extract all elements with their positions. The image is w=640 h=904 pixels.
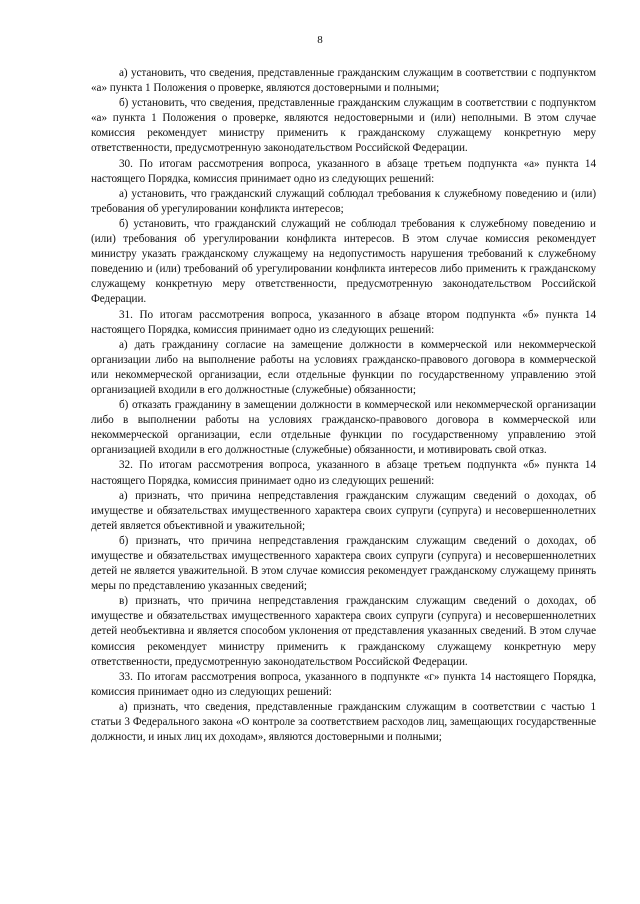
paragraph-29b: б) установить, что сведения, представленные гражданским служащим в соответствии с подпунктом «а» пункта 1 Положения о проверке, являются недостоверными и (или) неполными. В этом случае комиссия рекомендует министру применить к гражданскому служащему конкретную меру ответственности, предусмотренную законодательством Российской Федерации. xyxy=(91,97,596,155)
paragraph-32a: а) признать, что причина непредставления гражданским служащим сведений о доходах, об имуществе и обязательствах имущественного характера своих супруги (супруга) и несовершеннолетних детей является объективной и уважительной; xyxy=(91,489,596,532)
paragraph-30a: а) установить, что гражданский служащий соблюдал требования к служебному поведению и (или) требования об урегулировании конфликта интересов; xyxy=(91,187,596,215)
page-number: 8 xyxy=(317,34,323,46)
paragraph-30b: б) установить, что гражданский служащий не соблюдал требования к служебному поведению и (или) требования об урегулировании конфликта интересов. В этом случае комиссия рекомендует министру указать гражданскому служащему на недопустимость нарушения требований к служебному поведению и (или) требований об урегулировании конфликта интересов либо применить к гражданскому служащему конкретную меру ответственности, предусмотренную законодательством Российской Федерации. xyxy=(91,217,596,306)
paragraph-32c: в) признать, что причина непредставления гражданским служащим сведений о доходах, об имуществе и обязательствах имущественного характера своих супруги (супруга) и несовершеннолетних детей необъективна и является способом уклонения от представления указанных сведений. В этом случае комиссия рекомендует министру применить к гражданскому служащему конкретную меру ответственности, предусмотренную законодательством Российской Федерации. xyxy=(91,595,596,668)
paragraph-31b: б) отказать гражданину в замещении должности в коммерческой или некоммерческой организации либо в выполнении работы на условиях гражданско-правового договора в коммерческой или некоммерческой организации, если отдельные функции по государственному управлению этой организацией входили в его должностные (служебные) обязанности, и мотивировать свой отказ. xyxy=(91,399,596,457)
paragraph-29a: а) установить, что сведения, представленные гражданским служащим в соответствии с подпунктом «а» пункта 1 Положения о проверке, являются достоверными и полными; xyxy=(91,67,596,95)
paragraph-30: 30. По итогам рассмотрения вопроса, указанного в абзаце третьем подпункта «а» пункта 14 настоящего Порядка, комиссия принимает одно из следующих решений: xyxy=(91,157,596,185)
paragraph-33: 33. По итогам рассмотрения вопроса, указанного в подпункте «г» пункта 14 настоящего Порядка, комиссия принимает одно из следующих решений: xyxy=(91,670,596,698)
document-body xyxy=(91,66,596,745)
paragraph-31: 31. По итогам рассмотрения вопроса, указанного в абзаце втором подпункта «б» пункта 14 настоящего Порядка, комиссия принимает одно из следующих решений: xyxy=(91,308,596,336)
paragraph-32: 32. По итогам рассмотрения вопроса, указанного в абзаце третьем подпункта «б» пункта 14 настоящего Порядка, комиссия принимает одно из следующих решений: xyxy=(91,459,596,487)
paragraph-31a: а) дать гражданину согласие на замещение должности в коммерческой или некоммерческой организации либо на выполнение работы на условиях гражданско-правового договора в коммерческой или некоммерческой организации, если отдельные функции по государственному управлению этой организацией входили в его должностные (служебные) обязанности; xyxy=(91,338,596,396)
paragraph-33a: а) признать, что сведения, представленные гражданским служащим в соответствии с частью 1 статьи 3 Федерального закона «О контроле за соответствием расходов лиц, замещающих государственные должности, и иных лиц их доходам», являются достоверными и полными; xyxy=(91,700,596,744)
paragraph-32b: б) признать, что причина непредставления гражданским служащим сведений о доходах, об имуществе и обязательствах имущественного характера своих супруги (супруга) и несовершеннолетних детей не является уважительной. В этом случае комиссия рекомендует гражданскому служащему принять меры по представлению указанных сведений; xyxy=(91,534,596,593)
